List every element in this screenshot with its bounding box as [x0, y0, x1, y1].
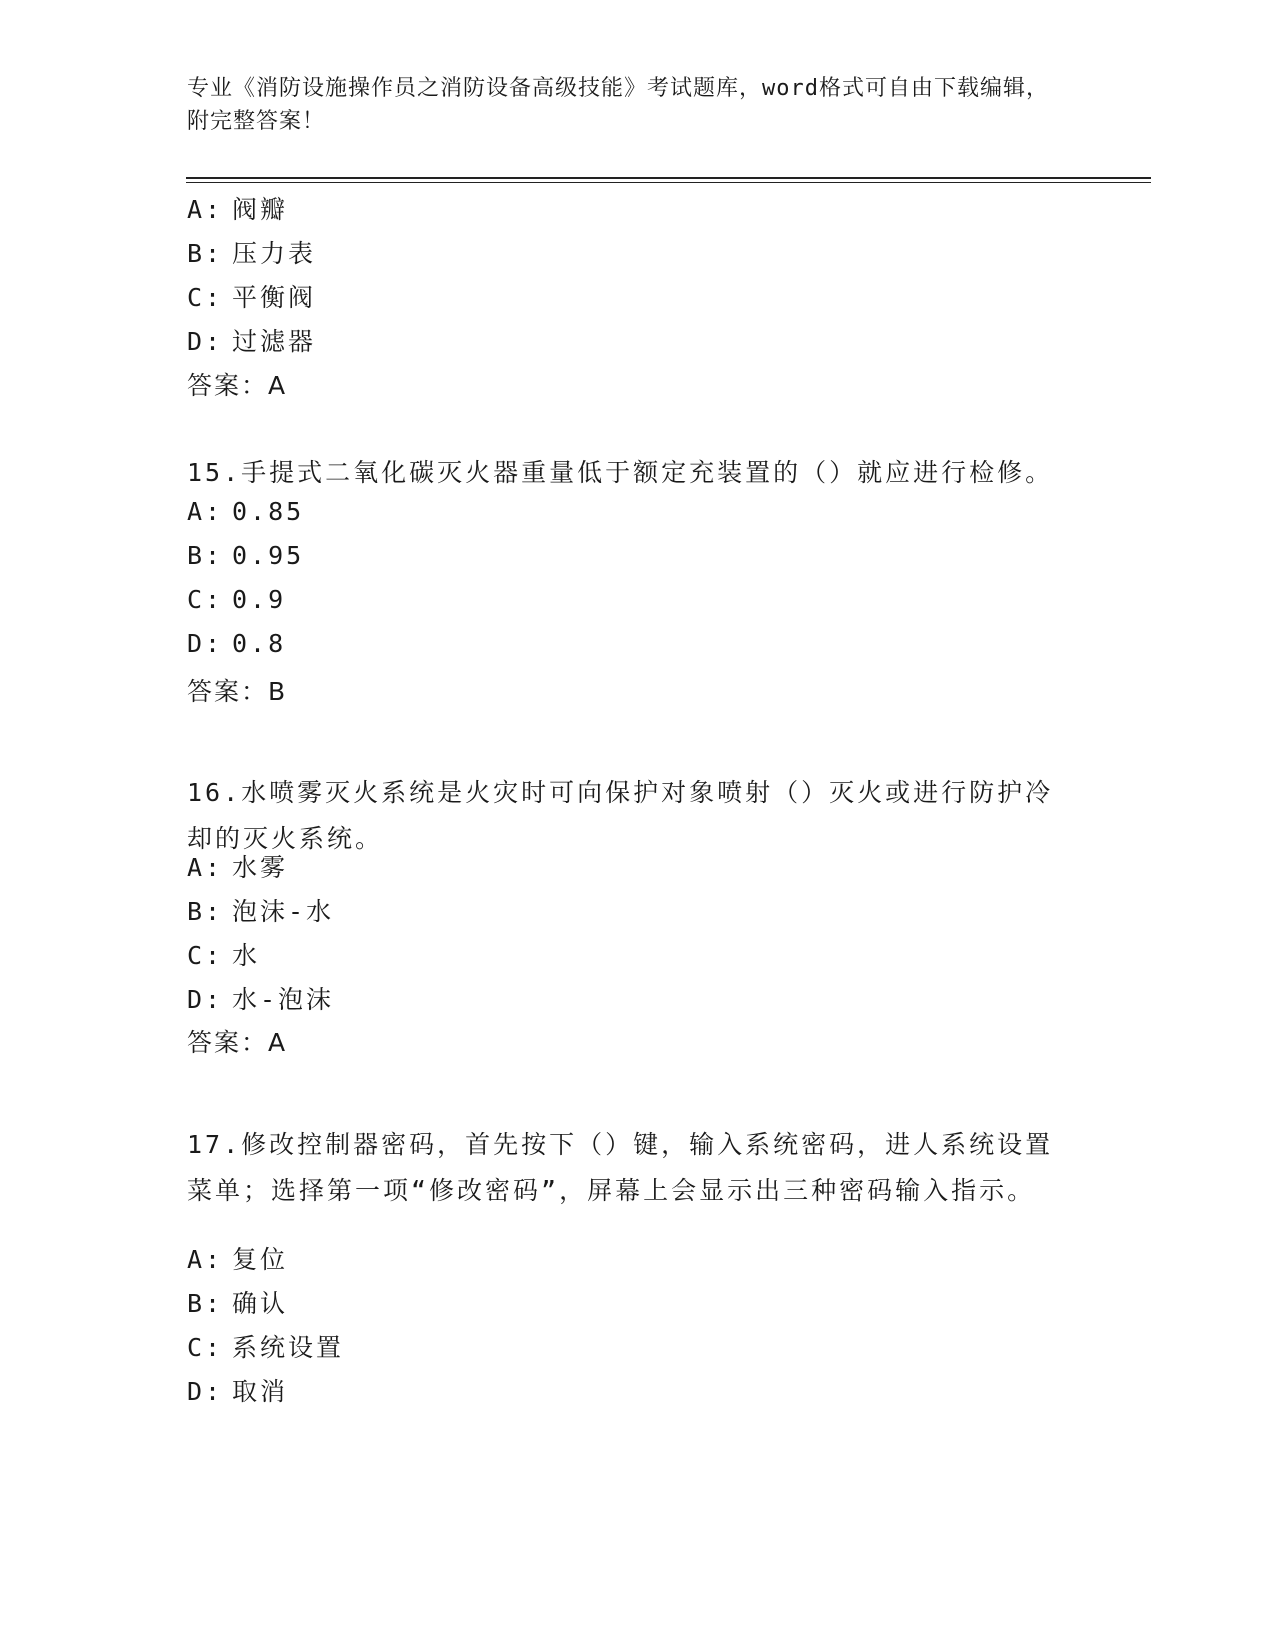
option-letter: B:: [187, 897, 224, 926]
q15-option-c: [187, 585, 286, 614]
q17-option-b: [187, 1284, 288, 1320]
option-letter: B:: [187, 1289, 224, 1318]
option-text: 复位: [232, 1245, 289, 1274]
option-text: 确认: [232, 1289, 289, 1318]
q15-answer: 答案：B: [187, 677, 288, 706]
header-divider: [186, 177, 1151, 179]
option-text: 平衡阀: [232, 283, 317, 312]
option-letter: A:: [187, 497, 224, 526]
option-letter: D:: [187, 985, 224, 1014]
q15-option-a: [187, 497, 304, 526]
option-text: 水雾: [232, 853, 289, 882]
option-text: 水: [232, 941, 261, 970]
q17-option-d: [187, 1372, 288, 1408]
option-letter: A:: [187, 195, 224, 224]
q16-option-b: [187, 892, 334, 928]
option-text: 过滤器: [232, 327, 317, 356]
option-letter: A:: [187, 1245, 224, 1274]
option-text: 压力表: [232, 239, 317, 268]
option-text: 0.95: [232, 541, 305, 570]
q15-question: 15.手提式二氧化碳灭火器重量低于额定充装置的（）就应进行检修。: [187, 458, 1054, 487]
option-text: 0.85: [232, 497, 305, 526]
document-header: 专业《消防设施操作员之消防设备高级技能》考试题库，word格式可自由下载编辑，附完整答案！: [187, 76, 1049, 134]
q16-option-a: [187, 848, 288, 884]
q15-option-b: [187, 541, 304, 570]
option-letter: A:: [187, 853, 224, 882]
q16-option-c: [187, 936, 260, 972]
option-letter: B:: [187, 541, 224, 570]
option-letter: C:: [187, 585, 224, 614]
q14-option-b: [187, 234, 316, 270]
q16-question: 16.水喷雾灭火系统是火灾时可向保护对象喷射（）灭火或进行防护冷却的灭火系统。: [187, 778, 1054, 853]
option-text: 系统设置: [232, 1333, 345, 1362]
option-letter: D:: [187, 327, 224, 356]
option-letter: D:: [187, 629, 224, 658]
q16-option-d: [187, 980, 334, 1016]
q14-option-a: [187, 190, 288, 226]
q15-option-d: [187, 629, 286, 658]
option-text: 取消: [232, 1377, 289, 1406]
option-text: 0.9: [232, 585, 287, 614]
option-text: 水-泡沫: [232, 985, 335, 1014]
q17-question: 17.修改控制器密码，首先按下（）键，输入系统密码，进人系统设置菜单；选择第一项“修改密码”，屏幕上会显示出三种密码输入指示。: [187, 1130, 1054, 1205]
q14-option-d: [187, 322, 316, 358]
q17-option-a: [187, 1240, 288, 1276]
header-divider-thin: [186, 182, 1151, 183]
option-letter: C:: [187, 941, 224, 970]
q14-option-c: [187, 278, 316, 314]
option-text: 泡沫-水: [232, 897, 335, 926]
option-letter: B:: [187, 239, 224, 268]
option-text: 阀瓣: [232, 195, 289, 224]
option-letter: C:: [187, 283, 224, 312]
q17-option-c: [187, 1328, 344, 1364]
q16-answer: 答案：A: [187, 1028, 288, 1057]
option-text: 0.8: [232, 629, 287, 658]
option-letter: C:: [187, 1333, 224, 1362]
q14-answer: 答案：A: [187, 371, 288, 400]
option-letter: D:: [187, 1377, 224, 1406]
